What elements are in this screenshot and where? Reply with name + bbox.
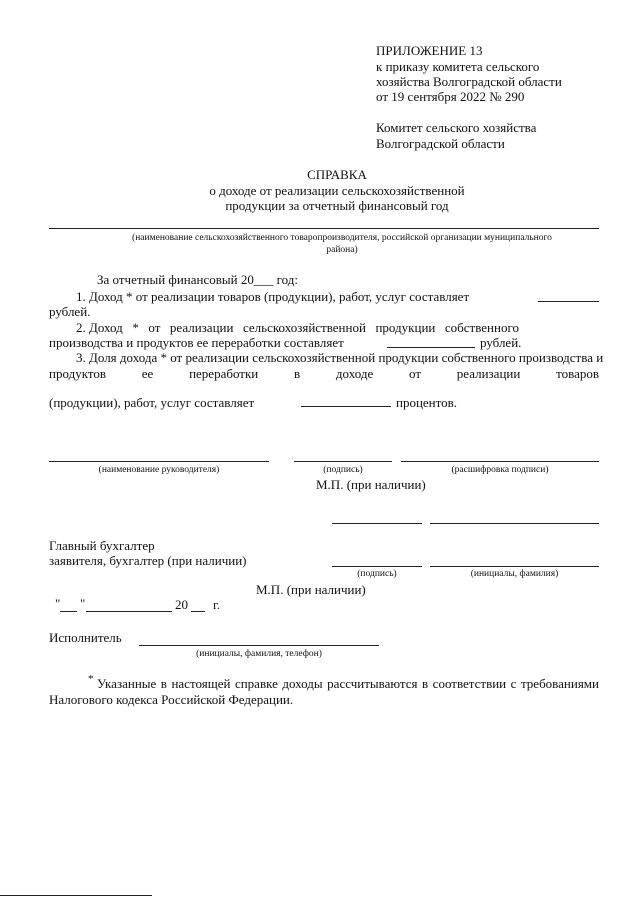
head-signature-caption: (подпись) — [323, 465, 363, 475]
item2-word: продукции — [375, 320, 436, 335]
stamp-line-right — [430, 523, 599, 524]
date-open-quote: " — [55, 596, 61, 611]
head-signature-decode-field[interactable] — [401, 461, 599, 462]
footnote-word: требованиями — [520, 676, 599, 691]
organization-name-line[interactable] — [49, 228, 599, 229]
footnote-word: настоящей — [171, 676, 231, 691]
order-reference-line2: хозяйства Волгоградской области — [376, 74, 562, 89]
executor-caption: (инициалы, фамилия, телефон) — [196, 649, 322, 659]
organization-caption-line2: района) — [326, 245, 358, 255]
footnote-word: справке — [234, 676, 278, 691]
appendix-number: ПРИЛОЖЕНИЕ 13 — [376, 43, 483, 58]
item1-text: 1. Доход * от реализации товаров (продукции), работ, услуг составляет — [76, 289, 470, 304]
item3-line2 — [49, 366, 599, 382]
date-month-field[interactable] — [86, 611, 172, 612]
item3-word: в — [294, 366, 301, 381]
footnote-word: в — [422, 676, 429, 691]
order-reference-line3: от 19 сентября 2022 № 290 — [376, 89, 525, 104]
accountant-title-line1: Главный бухгалтер — [49, 538, 155, 553]
stamp-note-accountant: М.П. (при наличии) — [256, 582, 366, 597]
item2-word: 2. Доход — [76, 320, 123, 335]
accountant-signature-caption: (подпись) — [357, 569, 397, 579]
head-decode-caption: (расшифровка подписи) — [451, 465, 549, 475]
item3-line3: (продукции), работ, услуг составляет — [49, 395, 255, 410]
footnote-line2: Налогового кодекса Российской Федерации. — [49, 692, 294, 707]
document-subtitle-line1: о доходе от реализации сельскохозяйственной — [209, 183, 465, 198]
item2-word: сельскохозяйственной — [242, 320, 366, 335]
footnote-word: Указанные — [97, 676, 157, 691]
item2-word: * — [132, 320, 139, 335]
accountant-name-caption: (инициалы, фамилия) — [470, 569, 559, 579]
item3-word: реализации — [456, 366, 521, 381]
item2-amount-field[interactable] — [387, 347, 475, 348]
item2-line2: производства и продуктов ее переработки составляет — [49, 335, 344, 350]
item3-percent-field[interactable] — [301, 406, 391, 407]
item3-word: продуктов — [49, 366, 106, 381]
footnote-word: соответствии — [432, 676, 507, 691]
item3-word: переработки — [189, 366, 259, 381]
date-year-field[interactable] — [191, 611, 205, 612]
accountant-signature-field[interactable] — [332, 566, 422, 567]
item1-amount-field[interactable] — [538, 301, 599, 302]
executor-label: Исполнитель — [49, 630, 122, 645]
head-name-field[interactable] — [49, 461, 269, 462]
item2-word: собственного — [444, 320, 519, 335]
date-close-quote: " — [80, 596, 86, 611]
footnote-word: с — [510, 676, 517, 691]
document-subtitle-line2: продукции за отчетный финансовый год — [225, 198, 449, 213]
item3-line1: 3. Доля дохода * от реализации сельскохозяйственной продукции собственного производства и — [76, 350, 604, 365]
item2-unit: рублей. — [480, 335, 522, 350]
head-name-caption: (наименование руководителя) — [98, 465, 220, 475]
date-year-prefix: 20 — [175, 597, 188, 612]
item2-line1 — [76, 320, 519, 336]
item3-word: доходе — [335, 366, 374, 381]
footer-separator — [0, 895, 152, 896]
date-suffix: г. — [213, 597, 221, 612]
item3-word: ее — [141, 366, 154, 381]
order-reference-line1: к приказу комитета сельского — [376, 59, 540, 74]
footnote-word: в — [160, 676, 167, 691]
year-intro: За отчетный финансовый 20___ год: — [97, 272, 298, 287]
head-signature-field[interactable] — [294, 461, 392, 462]
executor-field[interactable] — [139, 645, 379, 646]
stamp-line-left — [332, 523, 422, 524]
accountant-title-line2: заявителя, бухгалтер (при наличии) — [49, 553, 247, 568]
date-day-field[interactable] — [60, 611, 77, 612]
item3-unit: процентов. — [396, 395, 458, 410]
item1-unit: рублей. — [49, 304, 91, 319]
item3-word: от — [409, 366, 422, 381]
organization-caption-line1: (наименование сельскохозяйственного товаропроизводителя, российской организации муниципального — [132, 233, 552, 243]
footnote-word: доходы — [282, 676, 323, 691]
recipient-line2: Волгоградской области — [376, 136, 505, 151]
item2-word: реализации — [169, 320, 234, 335]
footnote-word: рассчитываются — [327, 676, 418, 691]
footnote-line1 — [97, 676, 599, 692]
footnote-star: * — [88, 673, 94, 685]
item3-word: товаров — [556, 366, 599, 381]
stamp-note: М.П. (при наличии) — [316, 477, 426, 492]
accountant-name-field[interactable] — [430, 566, 599, 567]
recipient-line1: Комитет сельского хозяйства — [376, 120, 537, 135]
item2-word: от — [148, 320, 161, 335]
document-title: СПРАВКА — [307, 167, 367, 182]
